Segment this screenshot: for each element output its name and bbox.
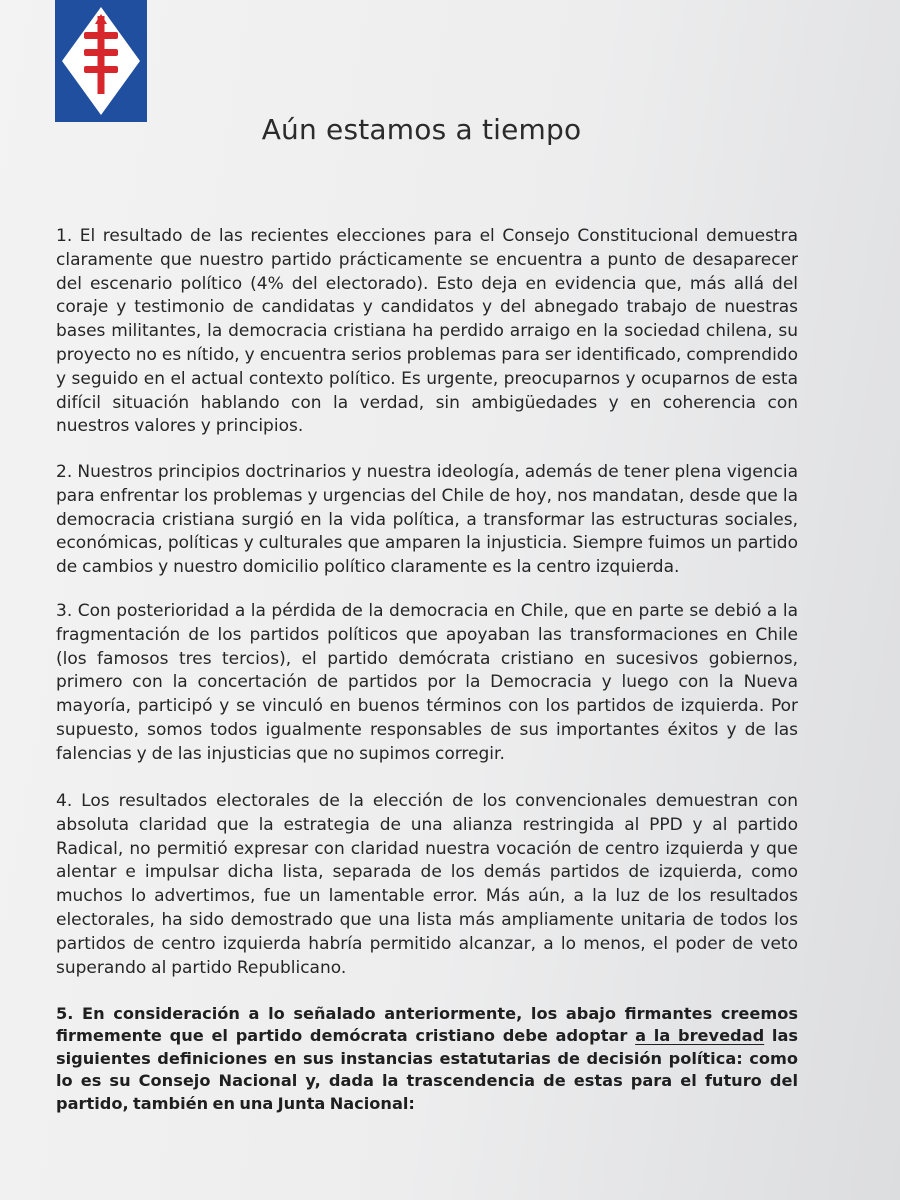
paragraph-2: 2. Nuestros principios doctrinarios y nuestra ideología, además de tener plena vigencia para enfrentar los problemas y urgencias del Chile de hoy, nos mandatan, desde que la democracia cristiana surgió en la vida política, a transformar las estructuras sociales, económicas, políticas y culturales que amparen la injusticia. Siempre fuimos un partido de cambios y nuestro domicilio político claramente es la centro izquierda. — [56, 462, 798, 578]
paragraph-4: 4. Los resultados electorales de la elección de los convencionales demuestran con absoluta claridad que la estrategia de una alianza restringida al PPD y al partido Radical, no permitió expresar con claridad nuestra vocación de centro izquierda y que alentar e impulsar dicha lista, separada de los demás partidos de izquierda, como muchos lo advertimos, fue un lamentable error. Más aún, a la luz de los resultados electorales, ha sido demostrado que una lista más ampliamente unitaria de todos los partidos de centro izquierda habría permitido alcanzar, a lo menos, el poder de veto superando al partido Republicano. — [56, 791, 798, 978]
logo-red-bar-3 — [84, 66, 118, 73]
logo-red-bar-1 — [84, 32, 118, 39]
paragraph-5 — [56, 1003, 798, 1115]
paragraph-3: 3. Con posterioridad a la pérdida de la democracia en Chile, que en parte se debió a la fragmentación de los partidos políticos que apoyaban las transformaciones en Chile (los famosos tres tercios), el partido demócrata cristiano en sucesivos gobiernos, primero con la concertación de partidos por la Democracia y luego con la Nueva mayoría, participó y se vinculó en buenos términos con los partidos de izquierda. Por supuesto, somos todos igualmente responsables de sus importantes éxitos y de las falencias y de las injusticias que no supimos corregir. — [56, 601, 798, 764]
paragraph-1: 1. El resultado de las recientes elecciones para el Consejo Constitucional demuestra claramente que nuestro partido prácticamente se encuentra a punto de desaparecer del escenario político (4% del electorado). Esto deja en evidencia que, más allá del coraje y testimonio de candidatas y candidatos y del abnegado trabajo de nuestras bases militantes, la democracia cristiana ha perdido arraigo en la sociedad chilena, su proyecto no es nítido, y encuentra serios problemas para ser identificado, comprendido y seguido en el actual contexto político. Es urgente, preocuparnos y ocuparnos de esta difícil situación hablando con la verdad, sin ambigüedades y en coherencia con nuestros valores y principios. — [56, 226, 798, 437]
paragraph-5-lead: 5. En consideración a lo señalado anteriormente, los abajo firmantes creemos firmemente que el partido demócrata cristiano debe adoptar — [56, 1004, 798, 1046]
paragraph-5-underlined-phrase: a la brevedad — [635, 1026, 765, 1046]
page-title: Aún estamos a tiempo — [261, 113, 582, 146]
logo-red-bar-2 — [84, 49, 118, 56]
paragraph-5-tail: las siguientes definiciones en sus instancias estatutarias de decisión política: como lo es su Consejo Nacional y, dada la trascendencia de estas para el futuro del partido, también en una Junta Nacional: — [56, 1026, 799, 1113]
party-cross-logo-icon — [55, 0, 147, 122]
